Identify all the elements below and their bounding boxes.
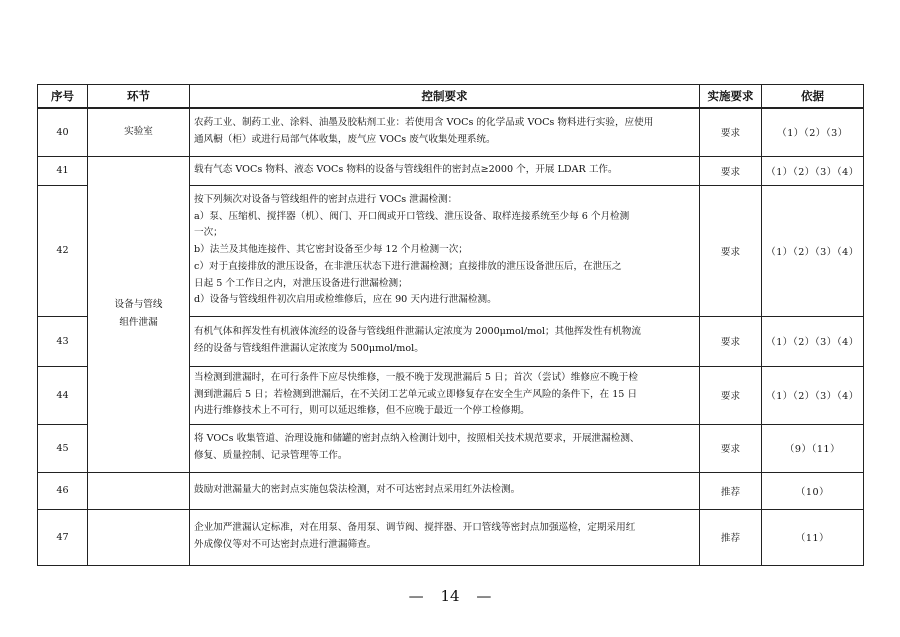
- row-requirement: [190, 366, 700, 424]
- row-implementation: 要求: [700, 424, 762, 472]
- row-implementation: 要求: [700, 185, 762, 316]
- header-basis: 依据: [762, 85, 864, 109]
- row-number: 41: [38, 156, 88, 185]
- row-number: 47: [38, 509, 88, 565]
- row-number: 40: [38, 108, 88, 156]
- row-requirement: [190, 185, 700, 316]
- requirement-line: 将 VOCs 收集管道、治理设施和储罐的密封点纳入检测计划中，按照相关技术规范要求，开展泄漏检测、: [194, 433, 640, 445]
- row-number: 42: [38, 185, 88, 316]
- row-number: 46: [38, 472, 88, 509]
- row-implementation: 要求: [700, 316, 762, 366]
- row-stage: 实验室: [88, 108, 190, 156]
- header-control-requirement: 控制要求: [190, 85, 700, 109]
- requirement-line: a）泵、压缩机、搅拌器（机）、阀门、开口阀或开口管线、泄压设备、取样连接系统至少每 6 个月检测: [194, 210, 630, 222]
- row-basis: （1）（2）（3）（4）: [762, 366, 864, 424]
- requirement-line: 内进行维修技术上不可行，则可以延迟维修，但不应晚于最近一个停工检修期。: [194, 405, 530, 417]
- requirement-line: 通风橱（柜）或进行局部气体收集，废气应 VOCs 废气收集处理系统。: [194, 134, 496, 146]
- stage-line: 设备与管线: [114, 298, 163, 310]
- row-implementation: 推荐: [700, 509, 762, 565]
- header-implementation: 实施要求: [700, 85, 762, 109]
- row-basis: （11）: [762, 509, 864, 565]
- table-header-row: [38, 85, 864, 109]
- row-basis: （9）（11）: [762, 424, 864, 472]
- row-basis: （1）（2）（3）: [762, 108, 864, 156]
- requirement-line: 经的设备与管线组件泄漏认定浓度为 500μmol/mol。: [194, 343, 424, 354]
- table-row: [38, 156, 864, 185]
- row-implementation: 要求: [700, 108, 762, 156]
- header-stage: 环节: [88, 85, 190, 109]
- requirement-line: c）对于直接排放的泄压设备，在非泄压状态下进行泄漏检测；直接排放的泄压设备泄压后，在泄压之: [194, 260, 622, 272]
- row-requirement: [190, 156, 700, 185]
- requirement-line: 当检测到泄漏时，在可行条件下应尽快维修，一般不晚于发现泄漏后 5 日；首次（尝试）维修应不晚于检: [194, 371, 638, 383]
- stage-line: 组件泄漏: [119, 317, 158, 328]
- requirement-line: 鼓励对泄漏量大的密封点实施包袋法检测，对不可达密封点采用红外法检测。: [194, 484, 521, 496]
- row-implementation: 要求: [700, 366, 762, 424]
- table-row: [38, 472, 864, 509]
- requirement-line: d）设备与管线组件初次启用或检维修后，应在 90 天内进行泄漏检测。: [194, 294, 497, 306]
- row-implementation: 推荐: [700, 472, 762, 509]
- row-basis: （1）（2）（3）（4）: [762, 316, 864, 366]
- row-basis: （10）: [762, 472, 864, 509]
- page-footer: [0, 587, 900, 605]
- row-requirement: [190, 316, 700, 366]
- merged-stage-cell: [88, 156, 190, 472]
- requirement-line: 企业加严泄漏认定标准，对在用泵、备用泵、调节阀、搅拌器、开口管线等密封点加强巡检，定期采用红: [194, 522, 636, 534]
- header-no: 序号: [38, 85, 88, 109]
- requirement-line: 载有气态 VOCs 物料、液态 VOCs 物料的设备与管线组件的密封点≥2000 个，开展 LDAR 工作。: [194, 164, 618, 176]
- requirement-line: 农药工业、制药工业、涂料、油墨及胶粘剂工业：若使用含 VOCs 的化学品或 VOCs 物料进行实验，应使用: [194, 117, 654, 129]
- row-basis: （1）（2）（3）（4）: [762, 156, 864, 185]
- requirement-line: 一次；: [194, 227, 223, 239]
- table-row: [38, 108, 864, 156]
- row-implementation: 要求: [700, 156, 762, 185]
- row-number: 45: [38, 424, 88, 472]
- requirement-line: 日起 5 个工作日之内，对泄压设备进行泄漏检测；: [194, 277, 408, 289]
- row-stage-empty: [88, 509, 190, 565]
- table-row: [38, 509, 864, 565]
- row-number: 43: [38, 316, 88, 366]
- requirement-line: 有机气体和挥发性有机液体流经的设备与管线组件泄漏认定浓度为 2000μmol/mol；其他挥发性有机物流: [194, 326, 641, 338]
- row-requirement: [190, 424, 700, 472]
- row-requirement: [190, 509, 700, 565]
- requirement-line: 按下列频次对设备与管线组件的密封点进行 VOCs 泄漏检测：: [194, 193, 458, 205]
- requirement-line: 测到泄漏后 5 日；若检测到泄漏后，在不关闭工艺单元或立即修复存在安全生产风险的条件下，在 15 日: [194, 388, 638, 400]
- requirement-line: 修复、质量控制、记录管理等工作。: [194, 450, 348, 461]
- row-requirement: [190, 472, 700, 509]
- requirements-table: [37, 84, 864, 566]
- footer-dash-left: —: [408, 587, 424, 605]
- row-requirement: [190, 108, 700, 156]
- row-number: 44: [38, 366, 88, 424]
- requirement-line: b）法兰及其他连接件、其它密封设备至少每 12 个月检测一次；: [194, 244, 468, 256]
- page-number: 14: [440, 587, 460, 605]
- footer-dash-right: —: [476, 587, 492, 605]
- requirement-line: 外成像仪等对不可达密封点进行泄漏筛查。: [194, 539, 377, 550]
- row-stage-empty: [88, 472, 190, 509]
- row-basis: （1）（2）（3）（4）: [762, 185, 864, 316]
